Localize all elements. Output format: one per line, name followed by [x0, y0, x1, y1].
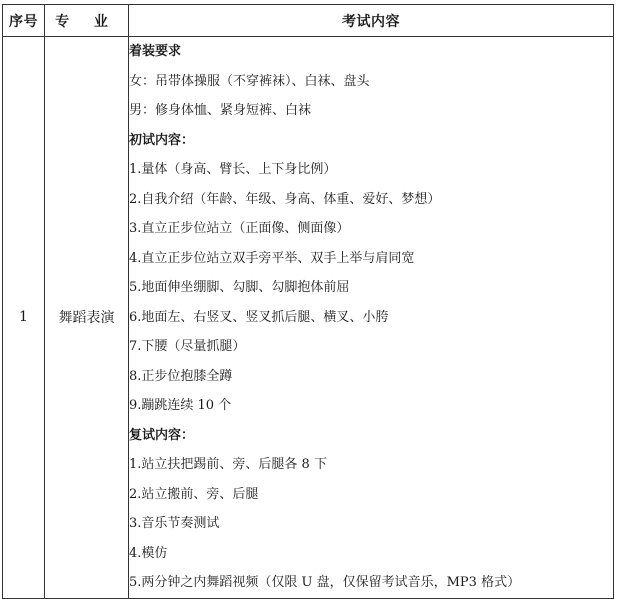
content-line: 2.站立搬前、旁、后腿 — [129, 486, 259, 502]
content-line: 2.自我介绍（年龄、年级、身高、体重、爱好、梦想） — [129, 191, 441, 207]
content-line: 男：修身体恤、紧身短裤、白袜 — [129, 103, 312, 118]
cell-exam-content — [129, 37, 614, 599]
content-line: 5.两分钟之内舞蹈视频（仅限 U 盘，仅保留考试音乐，MP3 格式） — [129, 575, 521, 590]
header-row — [3, 5, 614, 37]
content-line: 3.音乐节奏测试 — [129, 516, 220, 531]
header-exam-content: 考试内容 — [129, 5, 614, 37]
content-line: 女：吊带体操服（不穿裤袜）、白袜、盘头 — [129, 73, 370, 89]
section-heading: 着装要求 — [129, 44, 182, 59]
content-line: 1.量体（身高、臂长、上下身比例） — [129, 162, 337, 177]
exam-content-table — [2, 4, 614, 599]
content-line: 1.站立扶把踢前、旁、后腿各 8 下 — [129, 457, 327, 472]
content-line: 5.地面伸坐绷脚、勾脚、勾脚抱体前屈 — [129, 280, 350, 295]
header-serial-number: 序号 — [3, 5, 45, 37]
section-heading: 初试内容： — [129, 132, 195, 148]
content-line: 4.直立正步位站立双手旁平举、双手上举与肩同宽 — [129, 250, 415, 266]
content-line: 7.下腰（尽量抓腿） — [129, 339, 246, 354]
table-row — [3, 37, 614, 599]
content-line: 3.直立正步位站立（正面像、侧面像） — [129, 221, 350, 236]
content-line: 9.蹦跳连续 10 个 — [129, 398, 232, 413]
content-line: 8.正步位抱膝全蹲 — [129, 368, 233, 384]
section-heading: 复试内容： — [129, 427, 195, 443]
cell-serial-number: 1 — [3, 37, 45, 599]
cell-major: 舞蹈表演 — [45, 37, 129, 599]
content-line: 4.模仿 — [129, 545, 168, 561]
header-major: 专 业 — [45, 5, 129, 37]
content-line: 6.地面左、右竖叉、竖叉抓后腿、横叉、小胯 — [129, 309, 389, 325]
